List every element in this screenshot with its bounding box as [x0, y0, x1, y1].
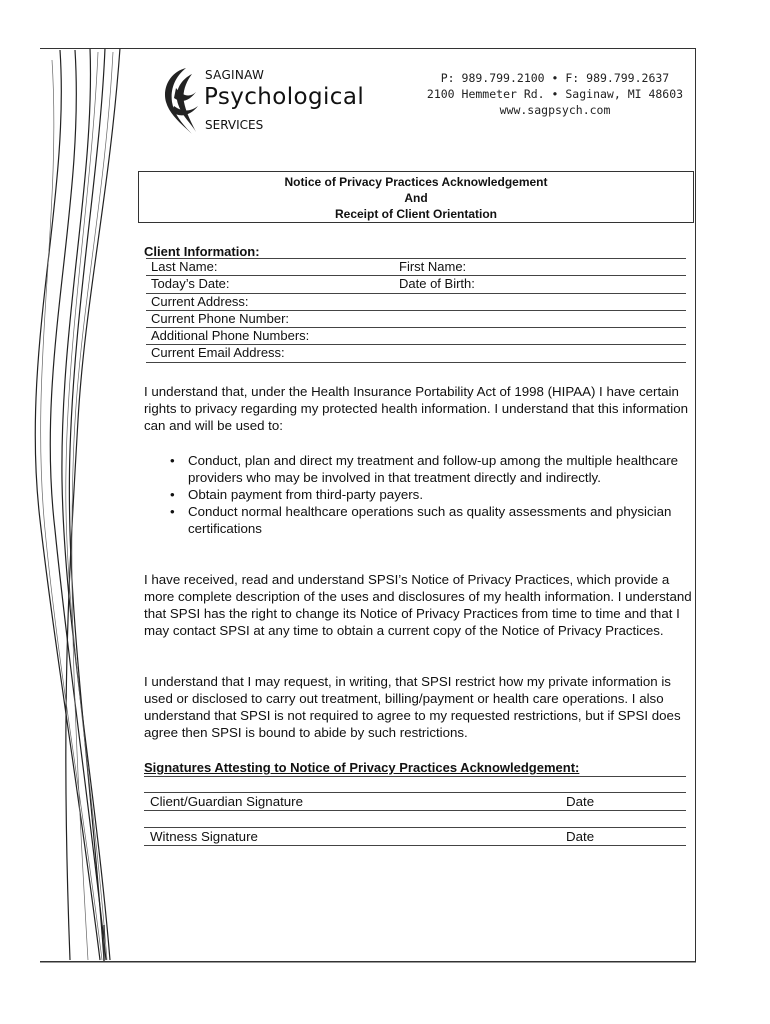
field-label: Last Name: [151, 259, 218, 274]
client-signature-line[interactable] [144, 793, 686, 811]
field-label: Current Email Address: [151, 345, 285, 361]
client-info-heading: Client Information: [144, 244, 260, 259]
website-link[interactable]: www.sagpsych.com [499, 103, 611, 117]
date-label: Date [566, 794, 595, 809]
field-row-dates[interactable] [146, 275, 686, 292]
title-line-2: And [404, 191, 428, 205]
field-row-address[interactable] [146, 293, 686, 310]
list-item: • Obtain payment from third-party payers. [166, 486, 686, 503]
phone-fax-line: P: 989.799.2100 • F: 989.799.2637 [440, 71, 670, 85]
field-row-phone[interactable] [146, 310, 686, 327]
witness-signature-label: Witness Signature [150, 829, 258, 844]
field-label: Date of Birth: [399, 276, 475, 292]
address-line: 2100 Hemmeter Rd. • Saginaw, MI 48603 [426, 87, 684, 101]
client-signature-label: Client/Guardian Signature [150, 794, 304, 809]
witness-signature-line[interactable] [144, 828, 686, 846]
restriction-paragraph: I understand that I may request, in writing, that SPSI restrict how my private information is used or disclosed to carry out treatment, billing/payment or health care operations. I also understand that SPSI is not required to agree to my requested restrictions, but if SPSI does agree then SPSI is bound to abide by such restrictions. [144, 674, 681, 740]
document-title-box [138, 171, 694, 223]
field-label: Current Phone Number: [151, 310, 290, 326]
field-label: Additional Phone Numbers: [151, 328, 310, 344]
title-line-1: Notice of Privacy Practices Acknowledgement [284, 175, 548, 189]
field-label: Current Address: [151, 293, 249, 309]
field-row-additional-phone[interactable] [146, 327, 686, 344]
contact-block [405, 70, 705, 118]
notice-paragraph: I have received, read and understand SPSI’s Notice of Privacy Practices, which provide a more complete description of the uses and disclosures of my health information. I understand that SPSI has the right to change its Notice of Privacy Practices from time to time and that I may contact SPSI at any time to obtain a current copy of the Notice of Privacy Practices. [144, 572, 692, 638]
field-row-email[interactable] [146, 344, 686, 362]
list-item: • Conduct, plan and direct my treatment and follow-up among the multiple healthcare providers who may be involved in that treatment directly and indirectly. [166, 452, 686, 486]
brand-services-label: SERVICES [205, 118, 264, 132]
list-item: • Conduct normal healthcare operations such as quality assessments and physician certifications [166, 503, 686, 537]
date-label: Date [566, 829, 595, 844]
title-line-3: Receipt of Client Orientation [334, 207, 497, 221]
signatures-heading: Signatures Attesting to Notice of Privacy Practices Acknowledgement: [144, 760, 580, 775]
client-info-table [146, 258, 686, 363]
hipaa-paragraph: I understand that, under the Health Insurance Portability Act of 1998 (HIPAA) I have certain rights to privacy regarding my protected health information. I understand that this information can and will be used to: [144, 384, 688, 433]
field-row-last-name[interactable] [146, 258, 686, 275]
saginaw-logo-icon [160, 66, 200, 138]
brand-saginaw-label: SAGINAW [205, 68, 265, 82]
field-label: Today’s Date: [151, 276, 230, 292]
field-label: First Name: [399, 259, 467, 274]
brand-psychological-label: Psychological [204, 84, 365, 110]
usage-bullet-list [166, 452, 686, 537]
divider [144, 776, 686, 777]
